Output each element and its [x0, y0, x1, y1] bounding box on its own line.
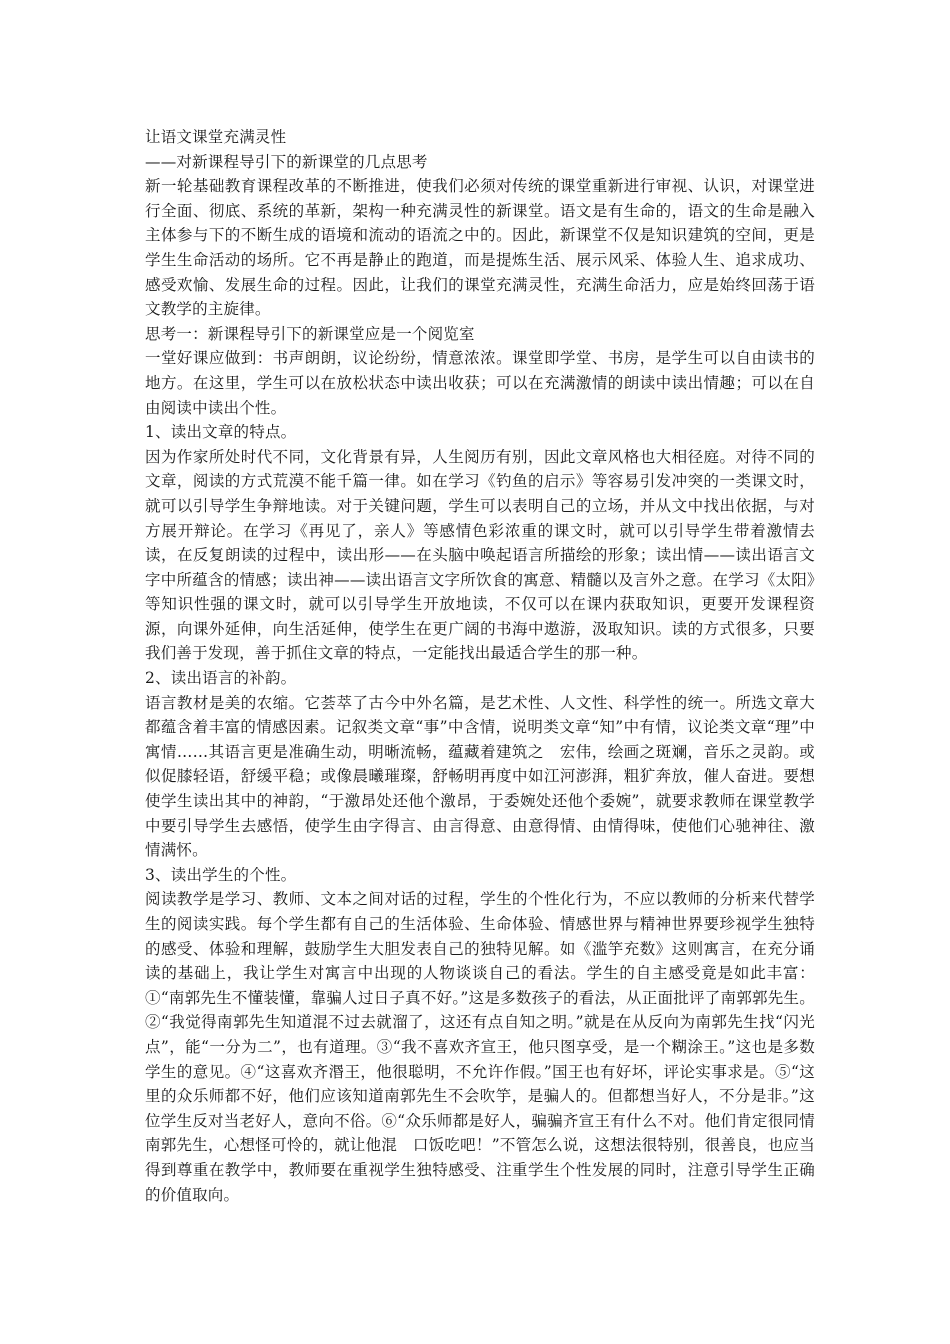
point3-paragraph: 阅读教学是学习、教师、文本之间对话的过程，学生的个性化行为，不应以教师的分析来代替学生的阅读实践。每个学生都有自己的生活体验、生命体验、情感世界与精神世界要珍视学生独特的感受、体验和理解，鼓励学生大胆发表自己的独特见解。如《滥竽充数》这则寓言，在充分诵读的基础上，我让学生对寓言中出现的人物谈谈自己的看法。学生的自主感受竟是如此丰富：①“南郭先生不懂装懂，靠骗人过日子真不好。”这是多数孩子的看法，从正面批评了南郭郭先生。②“我觉得南郭先生知道混不过去就溜了，这还有点自知之明。”就是在从反向为南郭先生找“闪光点”，能“一分为二”，也有道理。③“我不喜欢齐宣王，他只图享受，是一个糊涂王。”这也是多数学生的意见。④“这喜欢齐湣王，他很聪明，不允许作假。”国王也有好坏，评论实事求是。⑤“这里的众乐师都不好，他们应该知道南郭先生不会吹竽，是骗人的。但都想当好人，不分是非。”这位学生反对当老好人，意向不俗。⑥“众乐师都是好人，骗骗齐宣王有什么不对。他们肯定很同情南郭先生，心想怪可怜的，就让他混 口饭吃吧！”不管怎么说，这想法很特别，很善良，也应当得到尊重在教学中，教师要在重视学生独特感受、注重学生个性发展的同时，注意引导学生正确的价值取向。: [145, 890, 815, 1204]
point3-heading: 3、读出学生的个性。: [145, 865, 297, 884]
document-title: 让语文课堂充满灵性: [145, 128, 287, 146]
point1-paragraph: 因为作家所处时代不同，文化背景有异，人生阅历有别，因此文章风格也大相径庭。对待不同的文章，阅读的方式荒漠不能千篇一律。如在学习《钓鱼的启示》等容易引发冲突的一类课文时，就可以引导学生争辩地读。对于关键问题，学生可以表明自己的立场，并从文中找出依据，与对方展开辩论。在学习《再见了，亲人》等感情色彩浓重的课文时，就可以引导学生带着激情去读，在反复朗读的过程中，读出形——在头脑中唤起语言所描绘的形象；读出情——读出语言文字中所蕴含的情感；读出神——读出语言文字所饮食的寓意、精髓以及言外之意。在学习《太阳》等知识性强的课文时，就可以引导学生开放地读，不仅可以在课内获取知识，更要开发课程资源，向课外延伸，向生活延伸，使学生在更广阔的书海中遨游，汲取知识。读的方式很多，只要我们善于发现，善于抓住文章的特点，一定能找出最适合学生的那一种。: [145, 447, 815, 663]
document-body: [145, 125, 815, 1207]
point2-heading: 2、读出语言的补韵。: [145, 669, 297, 688]
section1-heading: 思考一：新课程导引下的新课堂应是一个阅览室: [145, 324, 475, 343]
intro-paragraph: 新一轮基础教育课程改革的不断推进，使我们必须对传统的课堂重新进行审视、认识，对课堂进行全面、彻底、系统的革新，架构一种充满灵性的新课堂。语文是有生命的，语文的生命是融入主体参与下的不断生成的语境和流动的语流之中的。因此，新课堂不仅是知识建筑的空间，更是学生生命活动的场所。它不再是静止的跑道，而是提炼生活、展示风采、体验人生、追求成功、感受欢愉、发展生命的过程。因此，让我们的课堂充满灵性，充满生命活力，应是始终回荡于语文教学的主旋律。: [145, 177, 815, 319]
document-subtitle: ——对新课程导引下的新课堂的几点思考: [145, 152, 428, 171]
point1-heading: 1、读出文章的特点。: [145, 423, 297, 442]
section1-paragraph: 一堂好课应做到：书声朗朗，议论纷纷，情意浓浓。课堂即学堂、书房，是学生可以自由读书的地方。在这里，学生可以在放松状态中读出收获；可以在充满激情的朗读中读出情趣；可以在自由阅读中读出个性。: [145, 349, 815, 417]
point2-paragraph: 语言教材是美的农缩。它荟萃了古今中外名篇，是艺术性、人文性、科学性的统一。所选文章大都蕴含着丰富的情感因素。记叙类文章“事”中含情，说明类文章“知”中有情，议论类文章“理”中寓情……其语言更是准确生动，明晰流畅，蕴藏着建筑之 宏伟，绘画之斑斓，音乐之灵韵。或似促膝轻语，舒缓平稳；或像晨曦璀璨，舒畅明再度中如江河澎湃，粗犷奔放，催人奋进。要想使学生读出其中的神韵，“于激昂处还他个激昂，于委婉处还他个委婉”，就要求教师在课堂教学中要引导学生去感悟，使学生由字得言、由言得意、由意得情、由情得味，使他们心驰神往、激情满怀。: [145, 693, 815, 860]
